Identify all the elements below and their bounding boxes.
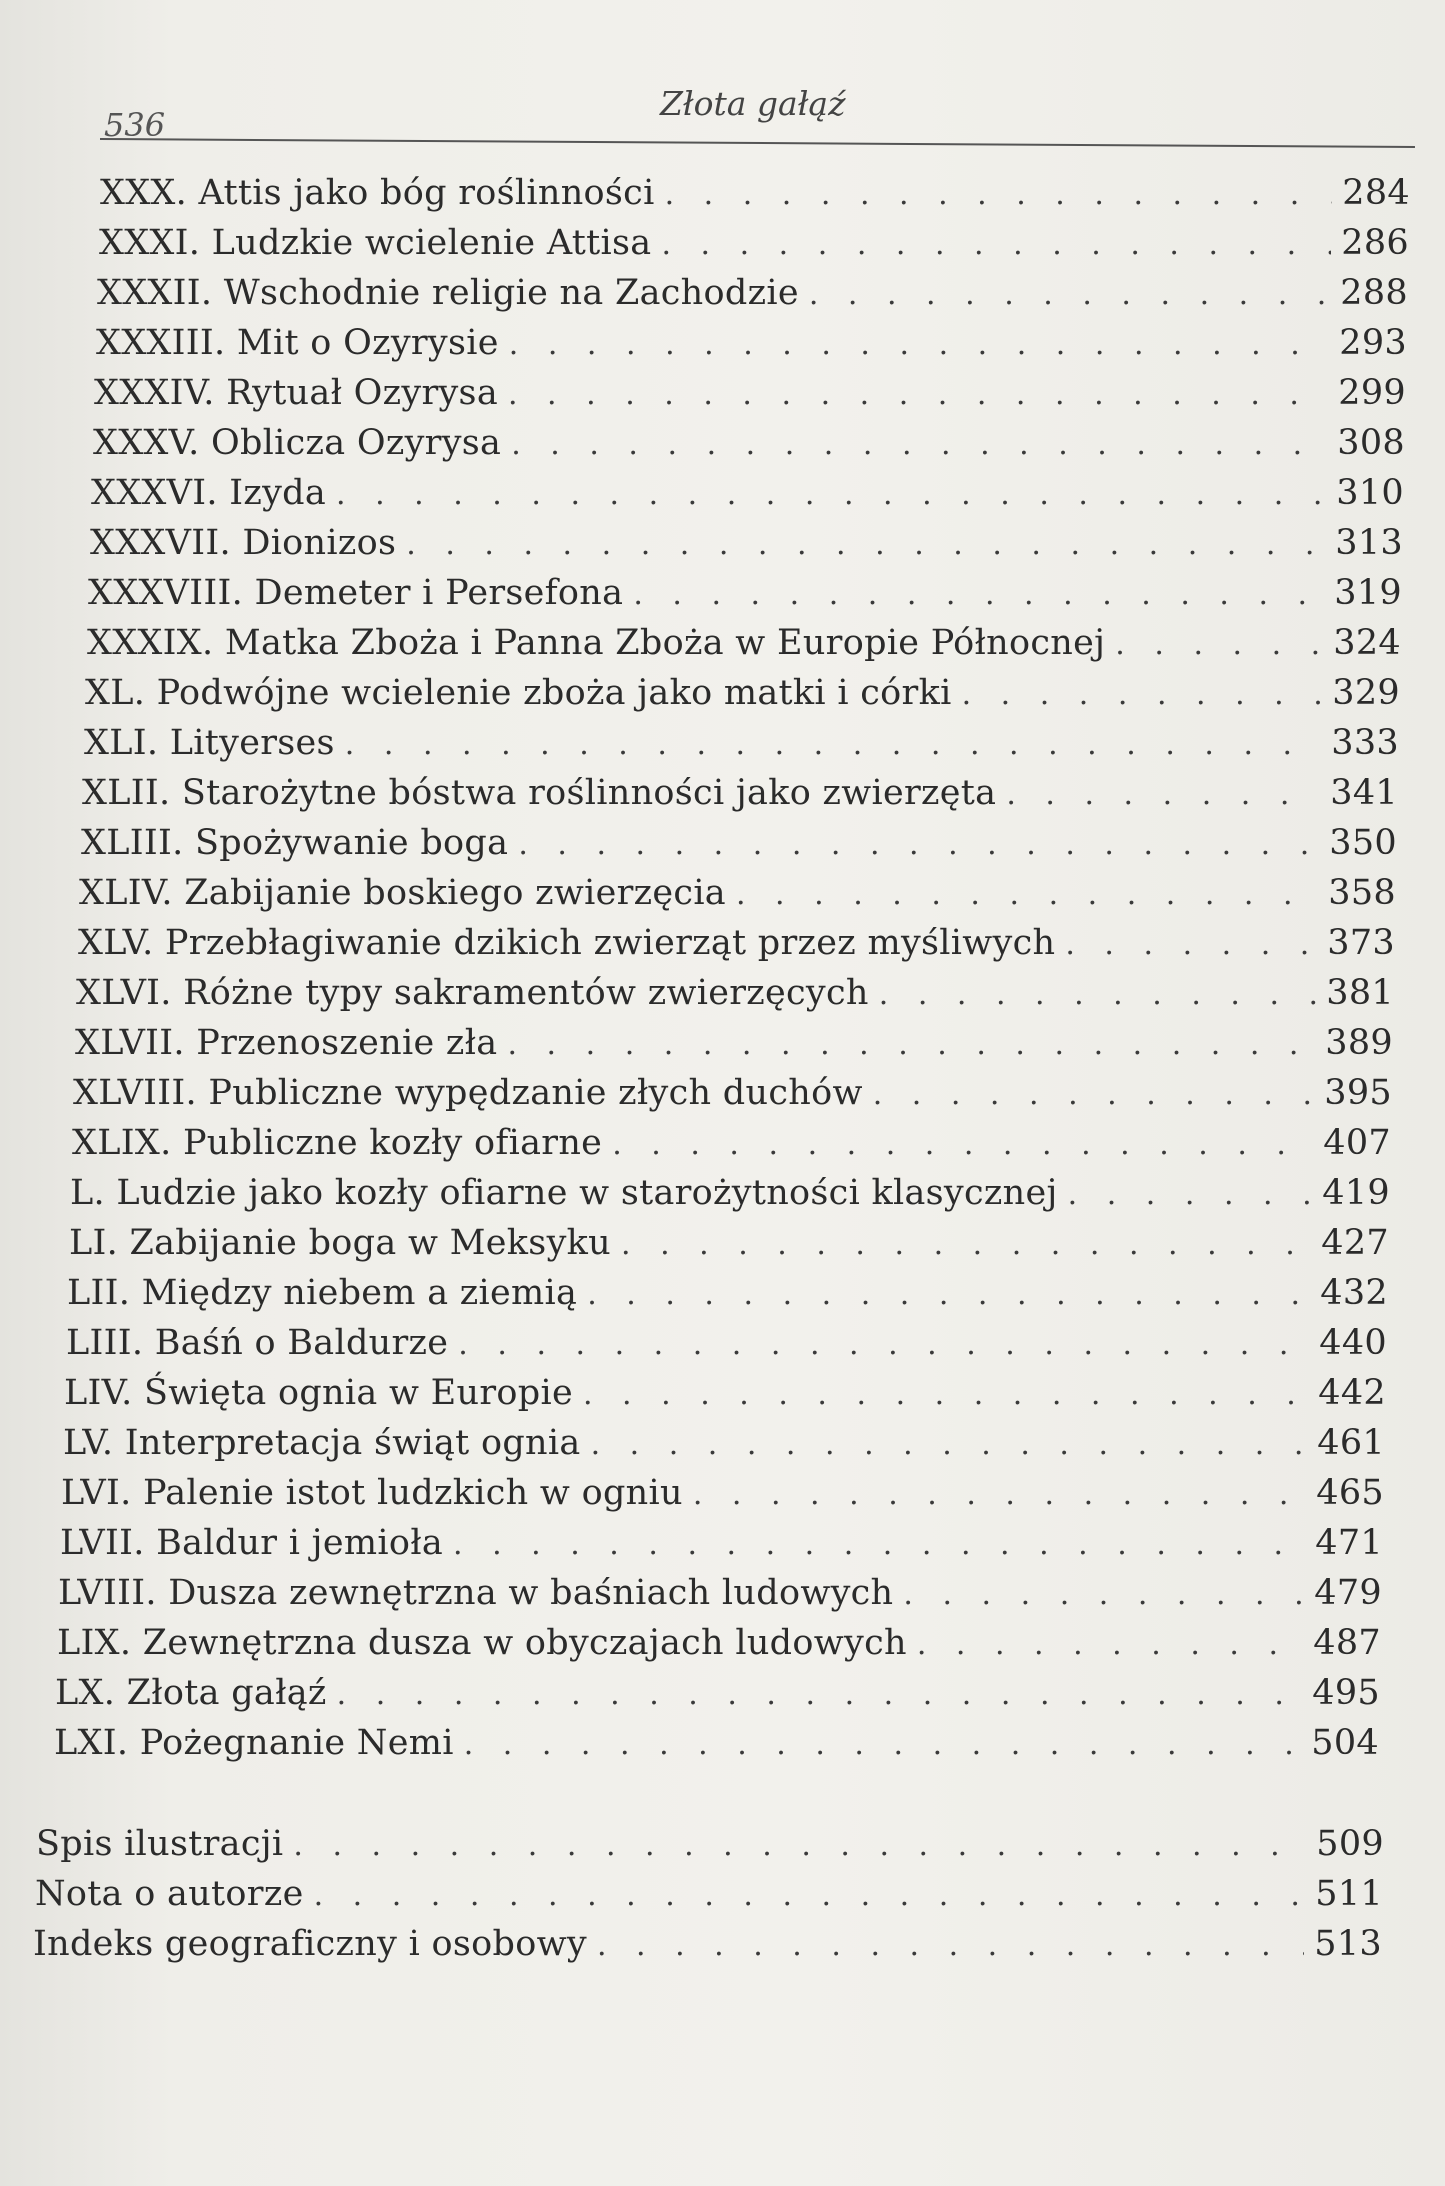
toc-entry-title: XXX. Attis jako bóg roślinności <box>100 173 655 213</box>
toc-entry-page: 479 <box>1314 1573 1382 1613</box>
toc-entry-page: 350 <box>1329 823 1397 863</box>
toc-entry-title: LXI. Pożegnanie Nemi <box>54 1723 454 1763</box>
dot-leader <box>621 1220 1311 1270</box>
toc-entry-page: 333 <box>1331 723 1399 763</box>
toc-entry-title: XLVIII. Publiczne wypędzanie złych duchów <box>73 1073 863 1113</box>
toc-entry <box>94 368 1406 418</box>
toc-entry-page: 284 <box>1342 173 1410 213</box>
dot-leader <box>633 570 1324 620</box>
dot-leader <box>1115 620 1323 670</box>
toc-entry-title: Nota o autorze <box>35 1874 304 1914</box>
dot-leader <box>293 1821 1306 1871</box>
dot-leader <box>879 970 1317 1020</box>
toc-entry-title: LVI. Palenie istot ludzkich w ogniu <box>61 1473 683 1513</box>
dot-leader <box>962 670 1323 720</box>
page-number: 536 <box>104 106 166 144</box>
toc-entry-page: 461 <box>1317 1423 1385 1463</box>
toc-entry-title: XXXIII. Mit o Ozyrysie <box>96 323 499 363</box>
header-rule <box>100 138 1415 148</box>
dot-leader <box>458 1320 1309 1370</box>
toc-entry <box>66 1318 1387 1368</box>
toc-entry <box>84 718 1399 768</box>
running-head <box>100 80 1415 144</box>
toc-entry <box>73 1068 1392 1118</box>
toc-entry <box>90 518 1403 568</box>
toc-entry <box>79 868 1396 918</box>
toc-entry-title: XXXIV. Rytuał Ozyrysa <box>94 373 498 413</box>
toc-entry <box>55 1668 1380 1718</box>
dot-leader <box>665 170 1333 220</box>
toc-entry-page: 407 <box>1323 1123 1391 1163</box>
toc-entry-title: LVIII. Dusza zewnętrzna w baśniach ludowych <box>58 1573 894 1613</box>
toc-entry <box>61 1468 1384 1518</box>
dot-leader <box>314 1871 1306 1921</box>
dot-leader <box>873 1070 1315 1120</box>
dot-leader <box>464 1720 1302 1770</box>
toc-entry <box>60 1518 1383 1568</box>
toc-entry-title: XLVI. Różne typy sakramentów zwierzęcych <box>76 973 869 1013</box>
dot-leader <box>509 320 1330 370</box>
toc-entry <box>100 168 1410 218</box>
toc-entry-title: Spis ilustracji <box>36 1824 284 1864</box>
running-title: Złota gałąź <box>660 84 846 123</box>
toc-entry-title: XXXV. Oblicza Ozyrysa <box>93 423 502 463</box>
toc-entry <box>54 1718 1379 1768</box>
toc-entry-title: XXXVII. Dionizos <box>90 523 397 563</box>
toc-entry-page: 324 <box>1333 623 1401 663</box>
toc-entry-title: XLIII. Spożywanie boga <box>81 823 509 863</box>
dot-leader <box>1006 770 1320 820</box>
dot-leader <box>612 1120 1313 1170</box>
toc-entry-page: 395 <box>1324 1073 1392 1113</box>
toc-entry-page: 389 <box>1325 1023 1393 1063</box>
toc-entry <box>75 1018 1393 1068</box>
toc-entry-page: 504 <box>1311 1723 1379 1763</box>
back-matter-entry <box>36 1819 1384 1869</box>
toc-entry-page: 286 <box>1341 223 1409 263</box>
toc-entry-title: XLI. Lityerses <box>84 723 335 763</box>
toc-entry <box>78 918 1395 968</box>
dot-leader <box>337 1670 1303 1720</box>
dot-leader <box>597 1921 1304 1971</box>
toc-entry-title: LII. Między niebem a ziemią <box>67 1273 578 1313</box>
toc-entry-title: Indeks geograficzny i osobowy <box>33 1924 587 1964</box>
toc-entry-page: 495 <box>1312 1673 1380 1713</box>
toc-entry-title: XLV. Przebłagiwanie dzikich zwierząt przez myśliwych <box>78 923 1056 963</box>
dot-leader <box>511 420 1327 470</box>
toc-entry-page: 299 <box>1338 373 1406 413</box>
dot-leader <box>661 220 1331 270</box>
toc-entry <box>70 1168 1390 1218</box>
toc-entry <box>76 968 1394 1018</box>
toc-entry <box>99 218 1409 268</box>
toc-entry-page: 358 <box>1328 873 1396 913</box>
toc-entry-page: 419 <box>1322 1173 1390 1213</box>
dot-leader <box>453 1520 1305 1570</box>
toc-entry <box>63 1418 1385 1468</box>
toc-entry-page: 487 <box>1313 1623 1381 1663</box>
toc-entry <box>96 318 1407 368</box>
toc-entry <box>67 1268 1388 1318</box>
toc-entry <box>91 468 1404 518</box>
toc-entry-title: LV. Interpretacja świąt ognia <box>63 1423 581 1463</box>
dot-leader <box>736 870 1318 920</box>
toc-entry-title: XXXVIII. Demeter i Persefona <box>88 573 624 613</box>
toc-entry-page: 341 <box>1330 773 1398 813</box>
back-matter-entry <box>35 1869 1383 1919</box>
toc-entry-page: 427 <box>1321 1223 1389 1263</box>
dot-leader <box>693 1470 1306 1520</box>
toc-entry-page: 373 <box>1327 923 1395 963</box>
toc-entry-page: 288 <box>1340 273 1408 313</box>
toc-entry <box>82 768 1398 818</box>
dot-leader <box>903 1570 1304 1620</box>
toc-entry-title: LX. Złota gałąź <box>55 1673 327 1713</box>
toc-entry-page: 329 <box>1332 673 1400 713</box>
toc-entry-title: LIII. Baśń o Baldurze <box>66 1323 449 1363</box>
dot-leader <box>345 720 1321 770</box>
dot-leader <box>917 1620 1303 1670</box>
toc-entry-title: XLIX. Publiczne kozły ofiarne <box>72 1123 603 1163</box>
toc-entry-page: 313 <box>1335 523 1403 563</box>
back-matter-entry <box>33 1919 1382 1969</box>
toc-entry-page: 310 <box>1336 473 1404 513</box>
toc-entry-page: 381 <box>1326 973 1394 1013</box>
toc-entry-page: 293 <box>1339 323 1407 363</box>
toc-entry <box>87 618 1401 668</box>
toc-entry-title: XLII. Starożytne bóstwa roślinności jako zwierzęta <box>82 773 997 813</box>
toc-entry-title: XLVII. Przenoszenie zła <box>75 1023 498 1063</box>
dot-leader <box>587 1270 1310 1320</box>
toc-entry-title: LIV. Święta ognia w Europie <box>64 1373 573 1413</box>
toc-entry <box>69 1218 1389 1268</box>
dot-leader <box>336 470 1326 520</box>
toc-entry-page: 465 <box>1316 1473 1384 1513</box>
dot-leader <box>507 1020 1315 1070</box>
toc-entry-title: LIX. Zewnętrzna dusza w obyczajach ludowych <box>57 1623 907 1663</box>
toc-entry-page: 509 <box>1316 1824 1384 1864</box>
toc-entry <box>64 1368 1386 1418</box>
toc-entry <box>97 268 1408 318</box>
toc-entry-page: 513 <box>1314 1924 1382 1964</box>
dot-leader <box>809 270 1330 320</box>
dot-leader <box>1068 1170 1313 1220</box>
toc-entry <box>57 1618 1381 1668</box>
toc-entry-page: 471 <box>1315 1523 1383 1563</box>
toc-entry-page: 440 <box>1319 1323 1387 1363</box>
toc-entry-title: L. Ludzie jako kozły ofiarne w starożytności klasycznej <box>70 1173 1058 1213</box>
toc-entry <box>88 568 1402 618</box>
toc-entry-title: LVII. Baldur i jemioła <box>60 1523 444 1563</box>
toc-entry-title: XXXVI. Izyda <box>91 473 327 513</box>
toc-entry <box>72 1118 1391 1168</box>
toc-entry <box>58 1568 1382 1618</box>
toc-entry-page: 442 <box>1318 1373 1386 1413</box>
toc-entry-title: XXXII. Wschodnie religie na Zachodzie <box>97 273 799 313</box>
toc-entry-title: XXXIX. Matka Zboża i Panna Zboża w Europie Północnej <box>87 623 1106 663</box>
toc-entry-title: LI. Zabijanie boga w Meksyku <box>69 1223 611 1263</box>
toc-entry-page: 432 <box>1320 1273 1388 1313</box>
toc-entry-page: 319 <box>1334 573 1402 613</box>
dot-leader <box>508 370 1328 420</box>
toc-entry <box>81 818 1397 868</box>
toc-entry <box>93 418 1405 468</box>
toc-entry-page: 511 <box>1315 1874 1383 1914</box>
dot-leader <box>1065 920 1317 970</box>
toc-entry-title: XLIV. Zabijanie boskiego zwierzęcia <box>79 873 726 913</box>
toc-entry-title: XXXI. Ludzkie wcielenie Attisa <box>99 223 652 263</box>
toc-entry-page: 308 <box>1337 423 1405 463</box>
toc-entry-title: XL. Podwójne wcielenie zboża jako matki i córki <box>85 673 952 713</box>
dot-leader <box>591 1420 1308 1470</box>
toc-entry <box>85 668 1400 718</box>
dot-leader <box>518 820 1319 870</box>
dot-leader <box>583 1370 1308 1420</box>
dot-leader <box>406 520 1325 570</box>
